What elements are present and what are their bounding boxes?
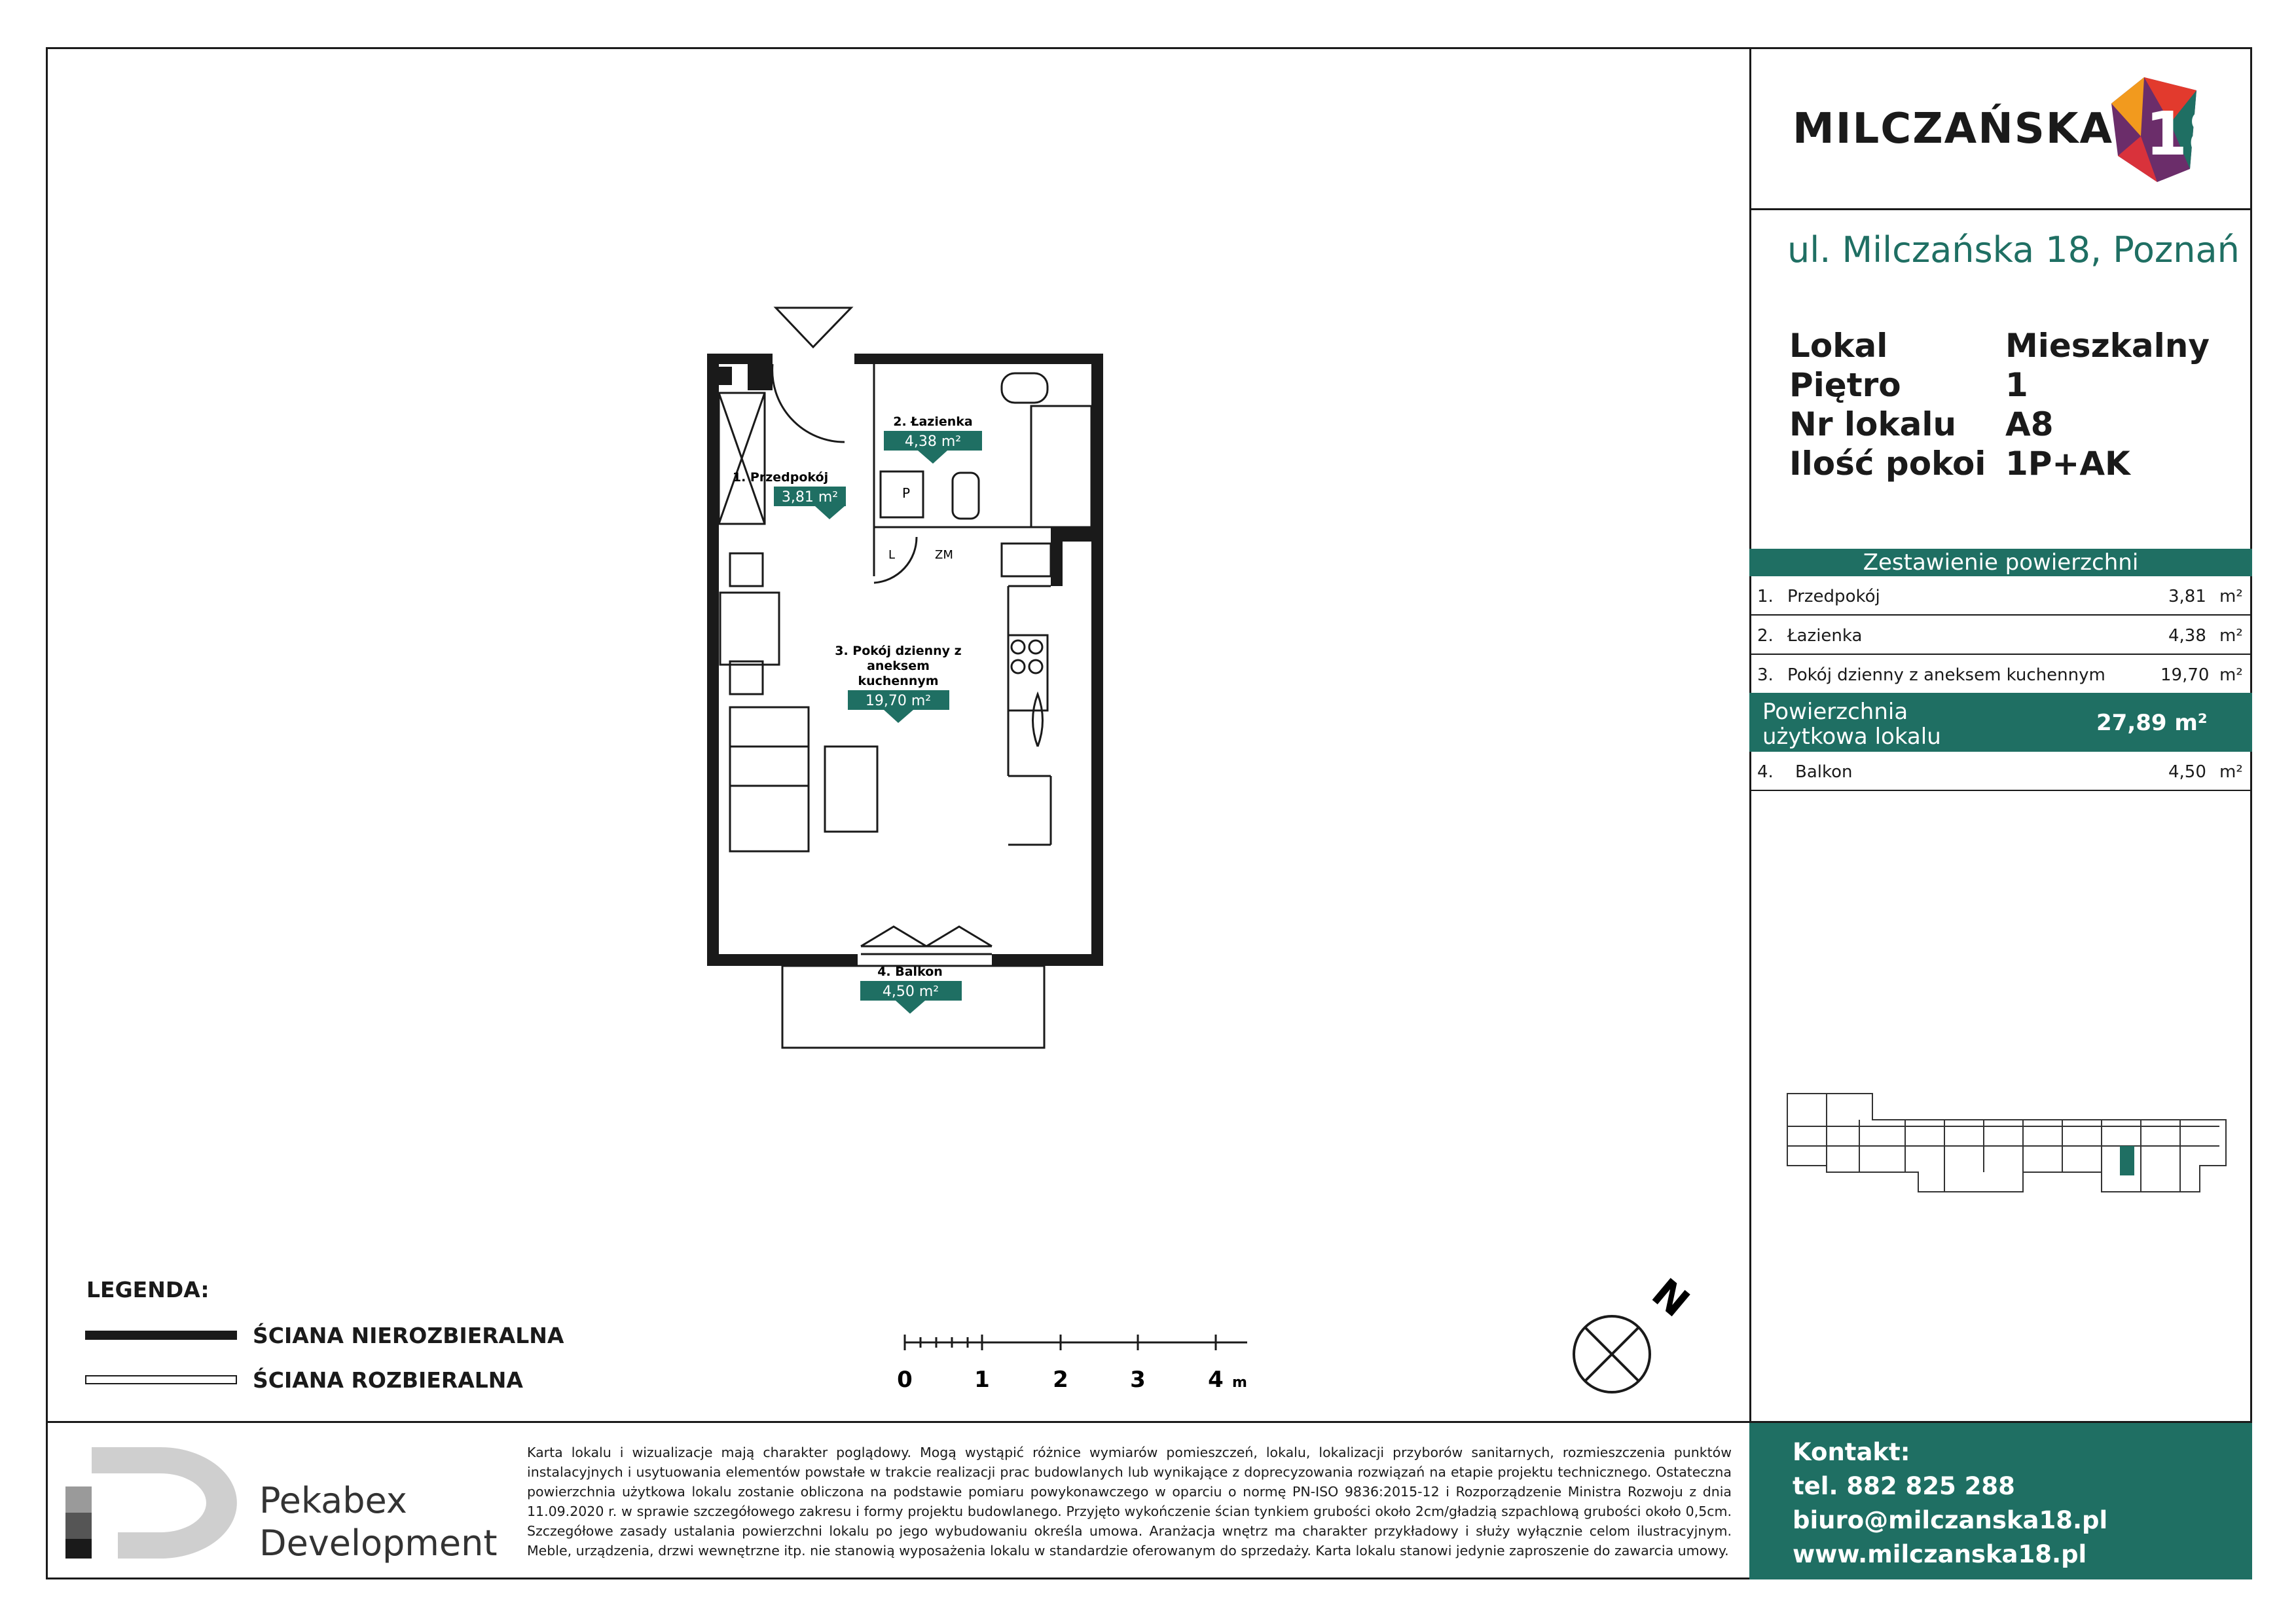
info-key: Ilość pokoi xyxy=(1789,445,1986,483)
legend-partition: ŚCIANA ROZBIERALNA xyxy=(253,1367,523,1393)
legend-title: LEGENDA: xyxy=(86,1277,210,1302)
info-key: Nr lokalu xyxy=(1789,405,1957,443)
contact-website[interactable]: www.milczanska18.pl xyxy=(1793,1540,2087,1568)
row-area: 3,81 xyxy=(2168,587,2206,606)
room-label-balcony: 4. Balkon xyxy=(877,965,943,979)
info-row xyxy=(1789,326,2210,365)
building-key-plan xyxy=(1774,1080,2226,1198)
row-unit: m² xyxy=(2219,587,2243,606)
legend-line-load-bearing xyxy=(85,1331,237,1340)
fixture-zm: ZM xyxy=(935,548,953,562)
scale-tick-0: 0 xyxy=(897,1367,913,1393)
contact-phone[interactable]: tel. 882 825 288 xyxy=(1793,1472,2015,1500)
info-value: 1 xyxy=(2005,366,2028,404)
room-label-living-2: aneksem xyxy=(867,659,930,673)
compass-icon xyxy=(1565,1270,1696,1401)
entrance-arrow xyxy=(776,308,851,347)
address: ul. Milczańska 18, Poznań xyxy=(1787,229,2240,270)
info-list xyxy=(1789,326,2210,483)
row-name: Łazienka xyxy=(1787,626,1863,646)
brand-logo-mark xyxy=(2105,77,2230,182)
table-row xyxy=(1749,655,2252,693)
info-key: Lokal xyxy=(1789,327,1888,365)
room-label-bathroom: 2. Łazienka xyxy=(893,415,973,429)
scale-tick-4: 4 xyxy=(1208,1367,1224,1393)
row-no: 3. xyxy=(1757,665,1774,685)
floor-plan xyxy=(694,301,1100,1054)
row-area: 4,50 xyxy=(2168,762,2206,782)
info-value: Mieszkalny xyxy=(2005,327,2210,365)
scale-tick-3: 3 xyxy=(1130,1367,1146,1393)
developer-logo-icon xyxy=(62,1441,252,1565)
room-area-balcony: 4,50 m² xyxy=(882,984,939,1000)
room-badge-pointer xyxy=(918,451,947,464)
scale-unit: m xyxy=(1232,1375,1247,1391)
room-area-hall: 3,81 m² xyxy=(781,489,839,506)
scale-tick-1: 1 xyxy=(974,1367,990,1393)
info-row xyxy=(1789,365,2210,405)
table-title: Zestawienie powierzchni xyxy=(1749,549,2252,576)
key-plan-highlight xyxy=(2120,1146,2134,1175)
logo-divider xyxy=(1749,208,2252,210)
scale-tick-2: 2 xyxy=(1053,1367,1068,1393)
room-badge-pointer xyxy=(884,710,913,723)
row-name: Przedpokój xyxy=(1787,587,1880,606)
room-badge-pointer xyxy=(815,506,845,519)
row-name: Pokój dzienny z aneksem kuchennym xyxy=(1787,665,2105,685)
developer-name-1: Pekabex xyxy=(259,1480,407,1521)
info-value: 1P+AK xyxy=(2005,445,2130,483)
room-label-living: 3. Pokój dzienny z xyxy=(835,644,962,658)
info-row xyxy=(1789,444,2210,483)
brand-logo-number: 18 xyxy=(2145,99,2230,169)
row-unit: m² xyxy=(2219,626,2243,646)
legend-line-partition xyxy=(85,1375,237,1384)
brand-logo-text: MILCZAŃSKA xyxy=(1793,105,2113,153)
table-row xyxy=(1749,616,2252,655)
developer-name-2: Development xyxy=(259,1522,498,1564)
info-value: A8 xyxy=(2005,405,2054,443)
compass-north: N xyxy=(1643,1270,1698,1327)
contact-title: Kontakt: xyxy=(1793,1438,1910,1466)
room-area-living: 19,70 m² xyxy=(865,693,932,709)
total-label: Powierzchnia użytkowa lokalu xyxy=(1762,699,1941,750)
row-area: 4,38 xyxy=(2168,626,2206,646)
row-no: 4. xyxy=(1757,762,1774,782)
row-no: 1. xyxy=(1757,587,1774,606)
scale-bar xyxy=(897,1329,1277,1401)
room-area-bathroom: 4,38 m² xyxy=(904,434,962,450)
area-summary-table xyxy=(1749,549,2252,791)
info-key: Piętro xyxy=(1789,366,1901,404)
room-badge-pointer xyxy=(896,1001,925,1014)
row-unit: m² xyxy=(2219,665,2243,685)
contact-panel xyxy=(1749,1423,2252,1579)
fixture-l: L xyxy=(888,548,896,562)
table-row-balcony xyxy=(1749,752,2252,791)
info-row xyxy=(1789,405,2210,444)
disclaimer-text: Karta lokalu i wizualizacje mają charakter poglądowy. Mogą wystąpić różnice wymiarów pomieszczeń, lokalu, lokalizacji przyborów sanitarnych, rozmieszczenia punktów instalacyjnych i usytuowania elementów powstałe w trakcie realizacji prac budowlanych lub wynikające z doprecyzowania rozwiązań na etapie projektu technicznego. Ostateczna powierzchnia użytkowa lokalu zostanie obliczona na podstawie pomiaru powykonawczego w oparciu o normę PN-ISO 9836:2015-12 i Rozporządzenie Ministra Rozwoju z dnia 11.09.2020 r. w sprawie szczegółowego zakresu i formy projektu budowlanego. Przyjęto wykończenie ścian tynkiem grubości około 2cm/gładzią szpachlową grubości około 0,5cm. Szczegółowe zasady ustalania powierzchni lokalu po jego wybudowaniu określa umowa. Aranżacja wnętrz ma charakter przykładowy i służy wyłącznie celom ilustracyjnym. Meble, urządzenia, drzwi wewnętrzne itp. nie stanowią wyposażenia lokalu w standardzie oferowanym do sprzedaży. Karta lokalu stanowi jedynie zaproszenie do zawarcia umowy. xyxy=(527,1445,1732,1559)
row-name: Balkon xyxy=(1795,762,1853,782)
row-unit: m² xyxy=(2219,762,2243,782)
table-row xyxy=(1749,576,2252,616)
row-no: 2. xyxy=(1757,626,1774,646)
legend-load-bearing: ŚCIANA NIEROZBIERALNA xyxy=(253,1323,564,1348)
fixture-p: P xyxy=(902,485,911,501)
room-label-hall: 1. Przedpokój xyxy=(732,470,829,485)
room-label-living-3: kuchennym xyxy=(858,674,939,688)
total-value: 27,89 m² xyxy=(2096,710,2208,736)
row-area: 19,70 xyxy=(2160,665,2210,685)
total-area-row xyxy=(1749,693,2252,752)
contact-email[interactable]: biuro@milczanska18.pl xyxy=(1793,1506,2108,1534)
